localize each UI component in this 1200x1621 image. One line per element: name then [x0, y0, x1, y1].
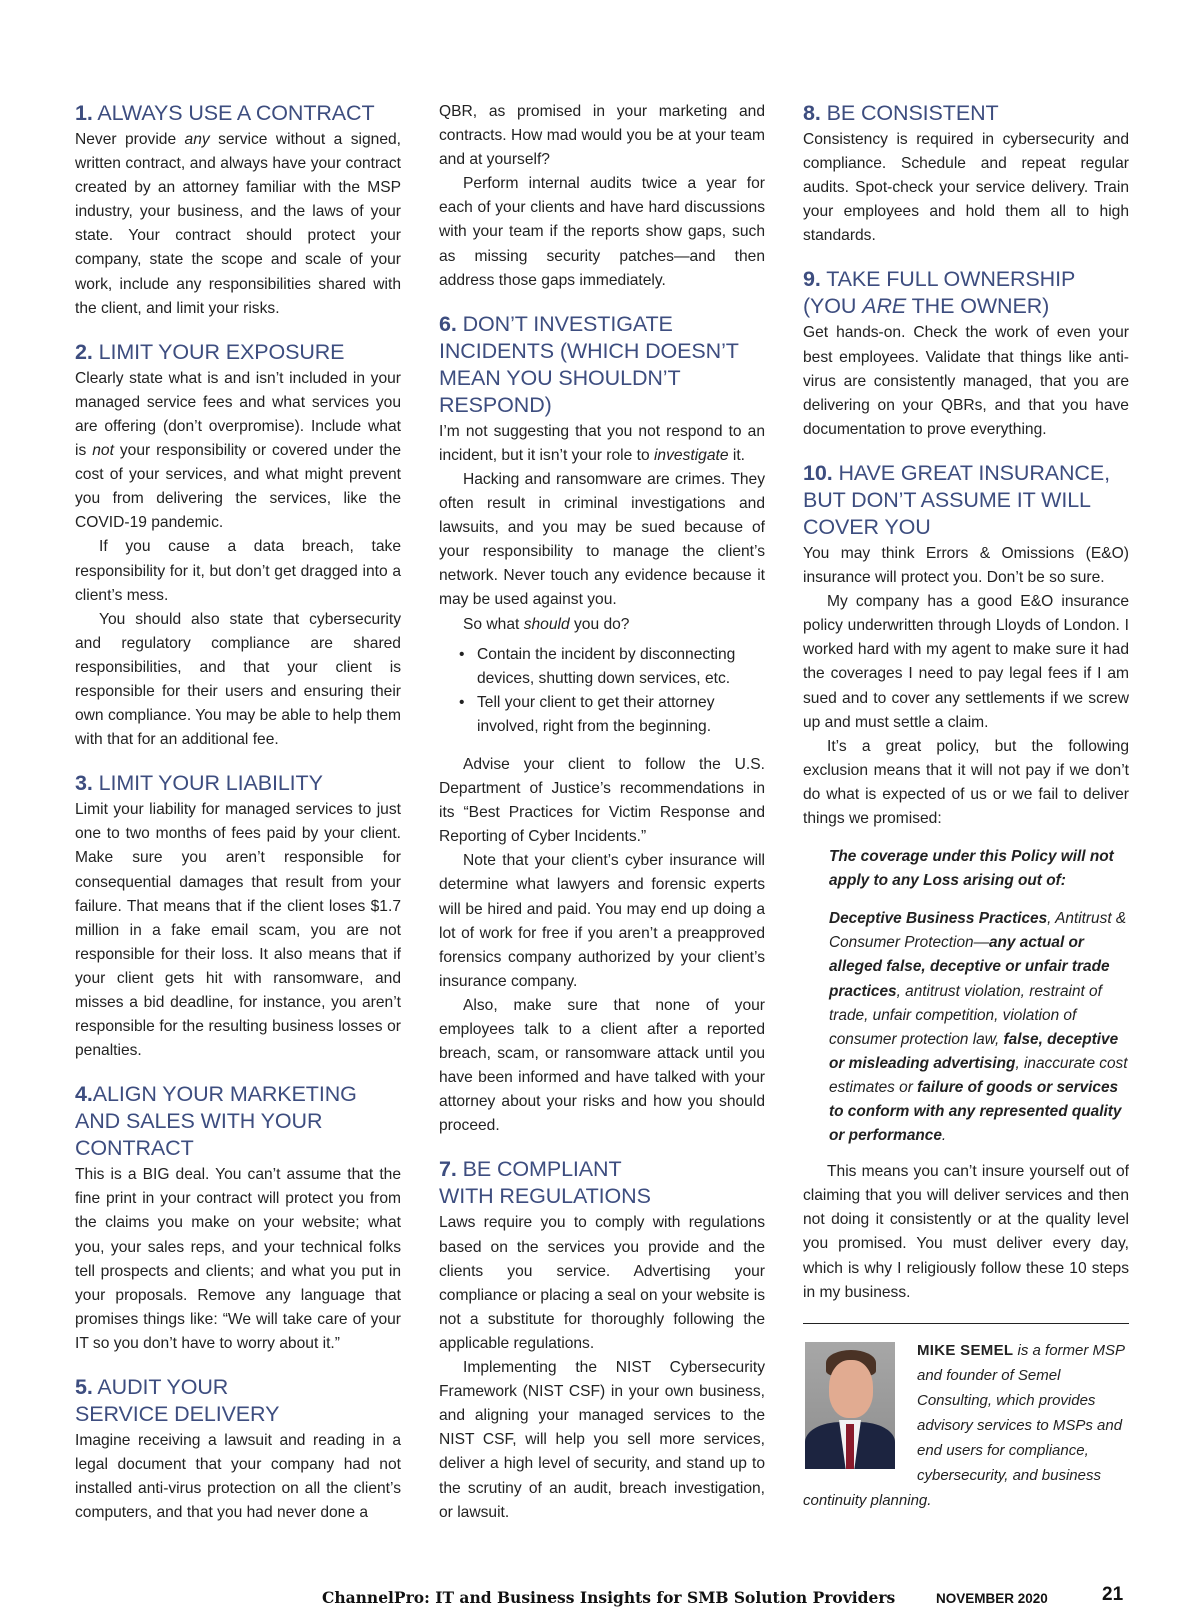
- section-2: [75, 339, 401, 753]
- section-9: [803, 266, 1129, 441]
- author-photo: [805, 1342, 895, 1469]
- section-heading: 3. LIMIT YOUR LIABILITY: [75, 771, 323, 796]
- author-name: MIKE SEMEL: [917, 1341, 1014, 1359]
- author-description: is a former MSP and founder of Semel Consulting, which provides advisory services to MSPs and end users for compliance, cybersecurity, and business continuity planning.: [803, 1341, 1125, 1509]
- section-heading: 4.ALIGN YOUR MARKETING AND SALES WITH YOUR CONTRACT: [75, 1082, 357, 1161]
- list-item: • Contain the incident by disconnecting devices, shutting down services, etc.: [439, 643, 765, 691]
- paragraph: Consistency is required in cybersecurity and compliance. Schedule and repeat regular audits. Spot-check your service delivery. Train your employees and hold them all to high standards.: [803, 131, 1129, 245]
- paragraph: You should also state that cybersecurity and regulatory compliance are shared responsibilities, and that your client is responsible for their users and ensuring their own compliance. You may be able to help them with that for an additional fee.: [75, 610, 401, 749]
- paragraph: It’s a great policy, but the following exclusion means that it will not pay if we don’t do what is expected of us or we fail to deliver things we promised:: [803, 737, 1129, 827]
- paragraph: Hacking and ransomware are crimes. They often result in criminal investigations and lawsuits, and you may be sued because of your responsibility to manage the client’s network. Never touch any evidence because it may be used against you.: [439, 470, 765, 609]
- quote-body: Deceptive Business Practices, Antitrust & Consumer Protection—any actual or alleged false, deceptive or unfair trade practices, antitrust violation, restraint of trade, unfair competition, violation of consumer protection law, false, deceptive or misleading advertising, inaccurate cost estimates or failure of goods or services to conform with any represented quality or performance.: [829, 910, 1128, 1145]
- column-2: [439, 100, 765, 1543]
- quote-intro: The coverage under this Policy will not apply to any Loss arising out of:: [829, 848, 1114, 890]
- section-5: [75, 1374, 401, 1525]
- section-heading: 7. BE COMPLIANT WITH REGULATIONS: [439, 1157, 651, 1209]
- author-bio: [803, 1338, 1129, 1513]
- paragraph: Note that your client’s cyber insurance will determine what lawyers and forensic experts will be hired and paid. You may end up doing a lot of work for free if you aren’t a preapproved forensics company authorized by your client’s insurance company.: [439, 852, 765, 990]
- section-heading: 8. BE CONSISTENT: [803, 101, 999, 125]
- paragraph: QBR, as promised in your marketing and contracts. How mad would you be at your team and at yourself?: [439, 103, 765, 169]
- policy-exclusion-quote: [829, 845, 1129, 1148]
- section-heading: 1. ALWAYS USE A CONTRACT: [75, 101, 375, 125]
- section-6: [439, 311, 765, 1139]
- section-4: [75, 1081, 401, 1356]
- paragraph: This is a BIG deal. You can’t assume that the fine print in your contract will protect you from the claims you make on your website; what you, your sales reps, and your technical folks tell prospects and clients; and what you put in your proposals. Remove any language that promises things like: “We will take care of your IT so you don’t have to worry about it.”: [75, 1166, 401, 1352]
- list-item: • Tell your client to get their attorney involved, right from the beginning.: [439, 691, 765, 739]
- paragraph: Get hands-on. Check the work of even your best employees. Validate that things like anti-virus are consistently managed, that you are delivering on your QBRs, and that you have documentation to prove everything.: [803, 324, 1129, 438]
- footer-publication-title: ChannelPro: IT and Business Insights for SMB Solution Providers: [322, 1588, 896, 1607]
- section-7: [439, 1156, 765, 1524]
- section-heading: 10. HAVE GREAT INSURANCE, BUT DON’T ASSUME IT WILL COVER YOU: [803, 460, 1110, 539]
- paragraph: Also, make sure that none of your employees talk to a client after a reported breach, scam, or ransomware attack until you have been informed and have talked with your attorney about your risks and how you should proceed.: [439, 996, 765, 1135]
- bullet-list: [439, 643, 765, 739]
- paragraph: Advise your client to follow the U.S. Department of Justice’s recommendations in its “Best Practices for Victim Response and Reporting of Cyber Incidents.”: [439, 755, 765, 846]
- column-3: [803, 100, 1129, 1513]
- section-10: [803, 460, 1129, 1305]
- divider: [803, 1323, 1129, 1324]
- paragraph: Laws require you to comply with regulations based on the services you provide and the clients you service. Advertising your compliance or placing a seal on your website is not a substitute for thoroughly following the applicable regulations.: [439, 1214, 765, 1352]
- page-number: 21: [1102, 1584, 1124, 1605]
- section-heading: 5. AUDIT YOUR SERVICE DELIVERY: [75, 1375, 280, 1427]
- section-heading: 9. TAKE FULL OWNERSHIP (YOU ARE THE OWNER): [803, 267, 1075, 319]
- paragraph: Imagine receiving a lawsuit and reading in a legal document that your company had not installed anti-virus protection on all the client’s computers, and that you had never done a: [75, 1432, 401, 1522]
- paragraph: So what should you do?: [463, 615, 630, 633]
- section-heading: 2. LIMIT YOUR EXPOSURE: [75, 339, 345, 364]
- paragraph: Limit your liability for managed services to just one to two months of fees paid by your client. Make sure you aren’t responsible for consequential damages that result from your failure. That means that if the client loses $1.7 million in a fake email scam, you are not responsible for their loss. It also means that if your client gets hit with ransomware, and misses a bid deadline, for instance, you aren’t responsible for the resulting business losses or penalties.: [75, 801, 401, 1060]
- paragraph: Never provide any service without a signed, written contract, and always have your contract created by an attorney familiar with the MSP industry, your business, and the laws of your state. Your contract should protect your company, state the scope and scale of your work, include any responsibilities shared with the client, and limit your risks.: [75, 131, 402, 317]
- paragraph: If you cause a data breach, take responsibility for it, but don’t get dragged into a client’s mess.: [75, 538, 401, 604]
- section-8: [803, 100, 1129, 248]
- paragraph: This means you can’t insure yourself out of claiming that you will deliver services and then not doing it consistently or at the quality level you promised. You must deliver every day, which is why I religiously follow these 10 steps in my business.: [803, 1163, 1129, 1301]
- section-heading: 6. DON’T INVESTIGATE INCIDENTS (WHICH DOESN’T MEAN YOU SHOULDN’T RESPOND): [439, 311, 739, 417]
- section-5-continued: [439, 100, 765, 293]
- footer-issue-date: NOVEMBER 2020: [936, 1591, 1048, 1606]
- paragraph: Clearly state what is and isn’t included in your managed service fees and what services you are offering (don’t overpromise). Include what is not your responsibility or covered under the cost of your services, and what might prevent you from delivering the services, like the COVID-19 pandemic.: [75, 369, 401, 532]
- paragraph: You may think Errors & Omissions (E&O) insurance will protect you. Don’t be so sure.: [803, 544, 1129, 587]
- column-1: [75, 100, 401, 1543]
- paragraph: Perform internal audits twice a year for each of your clients and have hard discussions with your team if the reports show gaps, such as missing security patches—and then address those gaps immediately.: [439, 175, 765, 289]
- paragraph: Implementing the NIST Cybersecurity Framework (NIST CSF) in your own business, and aligning your managed services to the NIST CSF, will help you sell more services, deliver a high level of security, and stand up to the scrutiny of an audit, breach investigation, or lawsuit.: [439, 1359, 765, 1521]
- paragraph: I’m not suggesting that you not respond to an incident, but it isn’t your role to investigate it.: [439, 422, 765, 464]
- section-3: [75, 770, 401, 1063]
- paragraph: My company has a good E&O insurance policy underwritten through Lloyds of London. I worked hard with my agent to make sure it had the coverages I need to pay legal fees if I am sued and to cover any settlements if we screw up and must settle a claim.: [803, 593, 1129, 731]
- section-1: [75, 100, 401, 321]
